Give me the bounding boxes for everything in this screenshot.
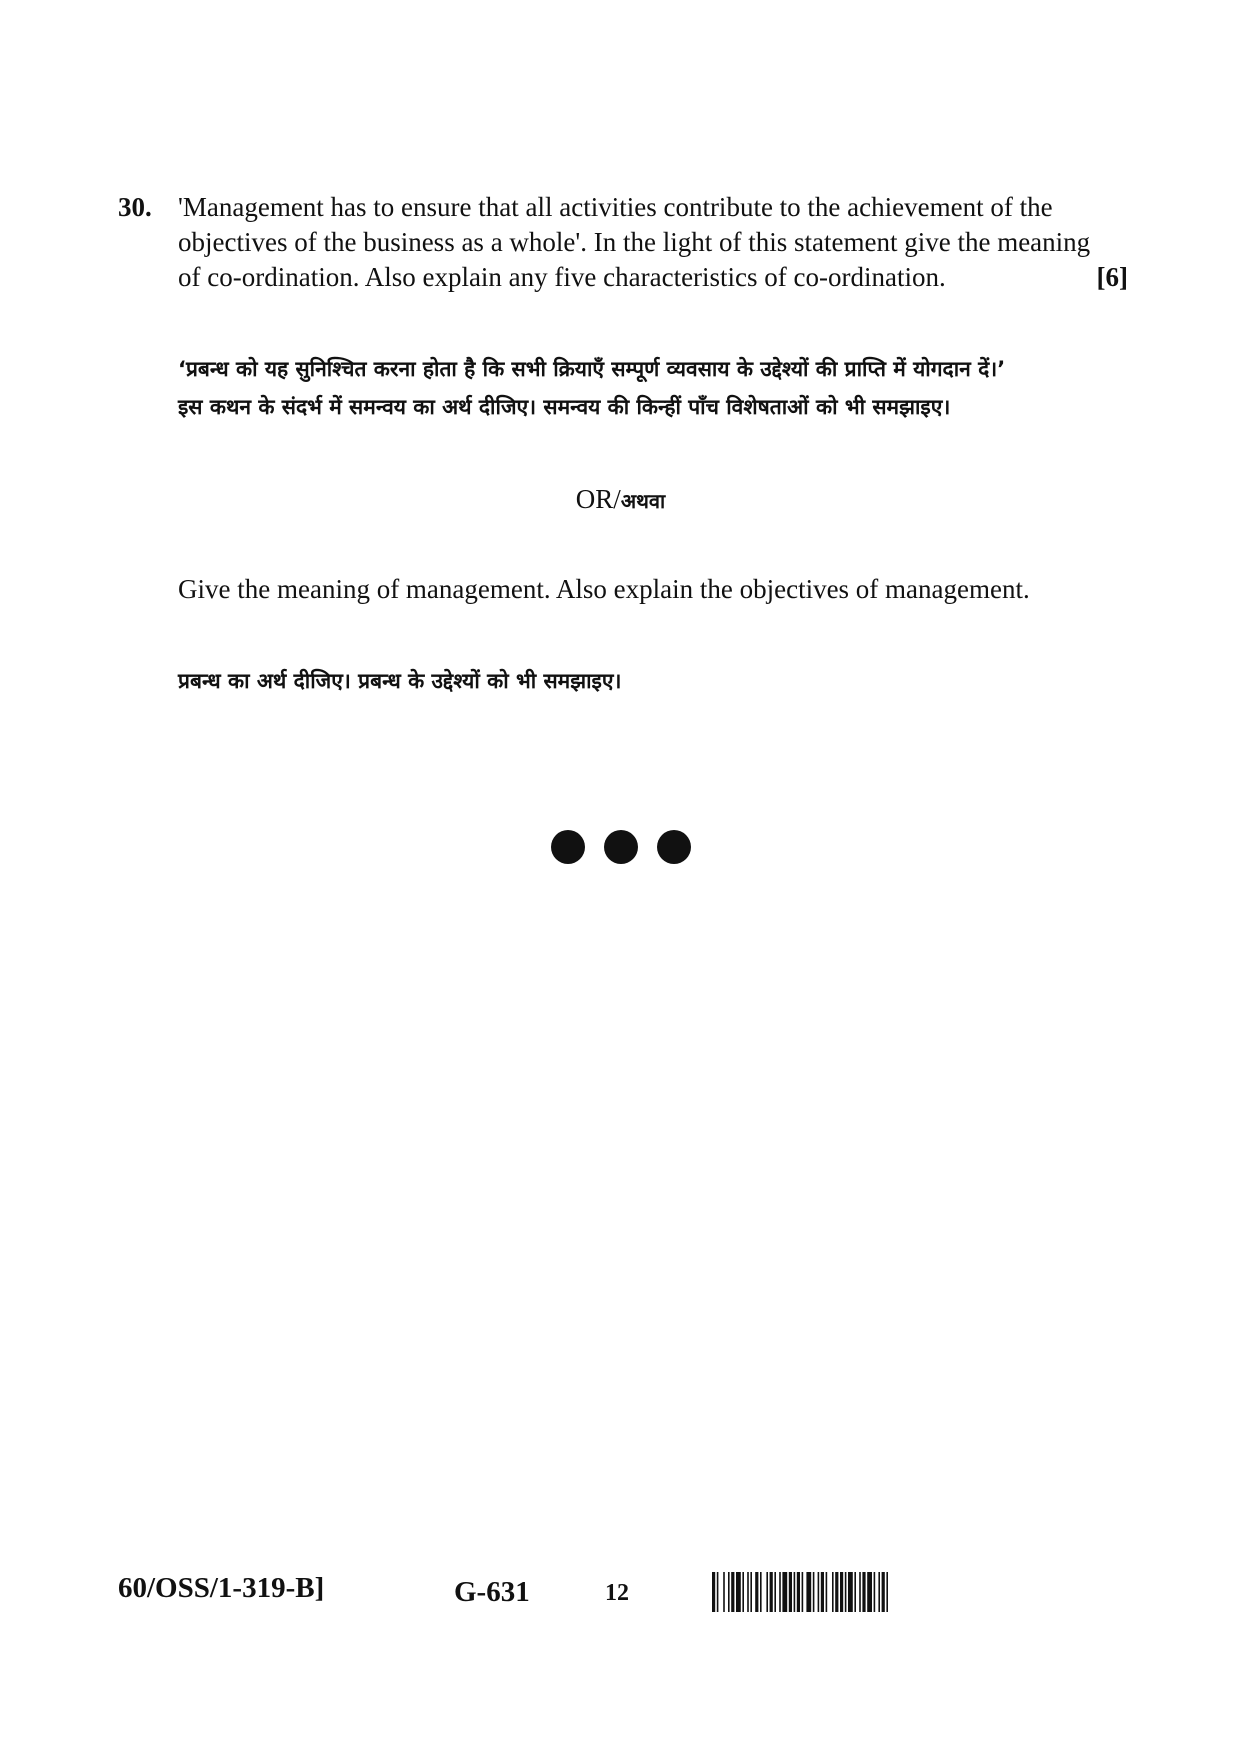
question-hindi-body xyxy=(178,350,1138,426)
page-number: 12 xyxy=(605,1580,629,1606)
question-english-body xyxy=(178,190,1128,295)
alternative-question-english: Give the meaning of management. Also explain the objectives of management. xyxy=(178,574,1030,604)
dot-icon xyxy=(604,830,638,864)
hindi-line-1: ‘प्रबन्ध को यह सुनिश्चित करना होता है कि सभी क्रियाएँ सम्पूर्ण व्यवसाय के उद्देश्यों की प्राप्ति में योगदान दें।’ xyxy=(178,357,1006,381)
marks-badge: [6] xyxy=(1096,262,1128,292)
alternative-question-hindi-wrap xyxy=(178,662,1138,700)
dot-icon xyxy=(551,830,585,864)
barcode-icon xyxy=(712,1572,982,1612)
paper-code: 60/OSS/1-319-B] xyxy=(118,1572,325,1604)
question-line-3: of co-ordination. Also explain any five characteristics of co-ordination. xyxy=(178,262,946,292)
hindi-line-2: इस कथन के संदर्भ में समन्वय का अर्थ दीजिए। समन्वय की किन्हीं पाँच विशेषताओं को भी समझाइए। xyxy=(178,395,951,419)
or-separator xyxy=(0,482,1241,519)
paper-set: G-631 xyxy=(454,1576,530,1608)
dot-icon xyxy=(657,830,691,864)
alternative-question-hindi: प्रबन्ध का अर्थ दीजिए। प्रबन्ध के उद्देश्यों को भी समझाइए। xyxy=(178,669,622,693)
end-marker-dots xyxy=(0,830,1241,864)
question-line-2: objectives of the business as a whole'. In the light of this statement give the meaning xyxy=(178,227,1091,257)
question-line-3-wrap xyxy=(178,260,1128,295)
page-footer xyxy=(0,1572,1241,1622)
question-30 xyxy=(118,190,1128,295)
question-line-1: 'Management has to ensure that all activities contribute to the achievement of the xyxy=(178,192,1053,222)
question-english-text xyxy=(178,190,1128,295)
question-number: 30. xyxy=(118,192,152,222)
or-hindi: अथवा xyxy=(620,489,666,513)
or-english: OR/ xyxy=(575,484,621,514)
